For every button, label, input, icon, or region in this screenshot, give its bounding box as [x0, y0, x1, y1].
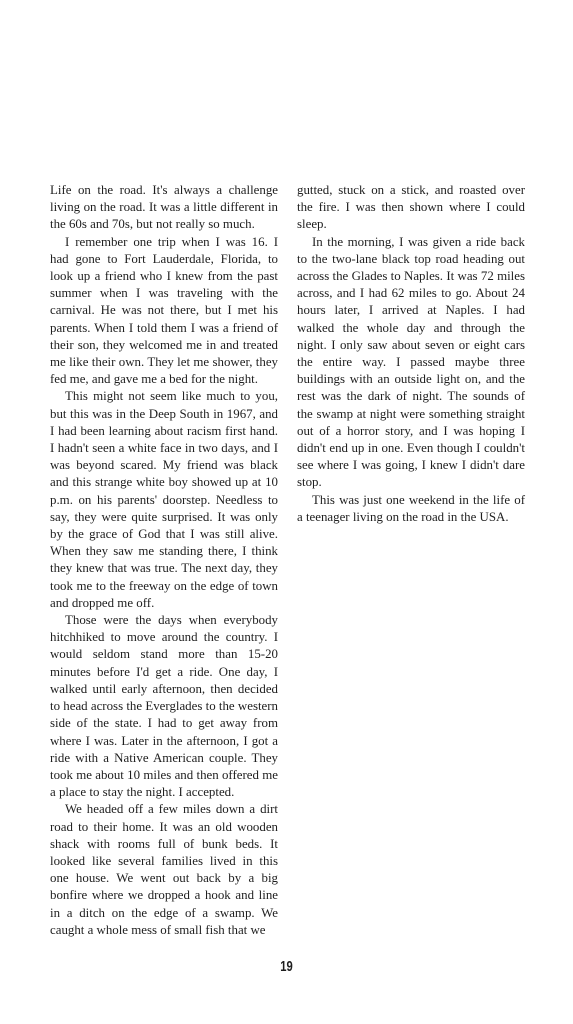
paragraph-closing: This was just one weekend in the life of a teenager living on the road in the USA. [297, 492, 525, 524]
paragraph-hitchhiking: Those were the days when everybody hitchhiked to move around the country. I would seldom stand more than 15-20 minutes before I'd get a ride. One day, I walked until early afternoon, then decided to head across the Everglades to the western side of the state. I had to get away from where I was. Later in the afternoon, I got a ride with a Native American couple. They took me about 10 miles and then offered me a place to stay the night. I accepted. [50, 613, 278, 800]
paragraph-deep-south: This might not seem like much to you, but this was in the Deep South in 1967, and I had been learning about racism first hand. I hadn't seen a white face in two days, and I was beyond scared. My friend was black and this strange white boy showed up at 10 p.m. on his parents' doorstep. Needless to say, they were quite surprised. It was only by the grace of God that I was still alive. When they saw me standing there, I think they knew that was true. The next day, they took me to the freeway on the edge of town and dropped me off. [50, 389, 278, 610]
page-number: 19 [280, 958, 293, 975]
paragraph-dirt-road: We headed off a few miles down a dirt road to their home. It was an old wooden shack with rooms full of bunk beds. It looked like several families lived in this one house. We went out back by a big bonfire where we dropped a hook and line in a ditch on the edge of a swamp. We caught a whole mess of small fish that we [50, 802, 278, 937]
paragraph-morning-naples: In the morning, I was given a ride back to the two-lane black top road heading out across the Glades to Naples. It was 72 miles across, and I had 62 miles to go. About 24 hours later, I arrived at Naples. I had walked the whole day and through the night. I only saw about seven or eight cars the entire way. I passed maybe three buildings with an outside light on, and the rest was the dark of night. The sounds of the swamp at night were something straight out of a horror story, and I was hoping I didn't end up in one. Even though I couldn't see where I was going, I knew I didn't dare stop. [297, 234, 525, 490]
paragraph-intro: Life on the road. It's always a challenge living on the road. It was a little different in the 60s and 70s, but not really so much. [50, 183, 278, 232]
paragraph-continued: gutted, stuck on a stick, and roasted over the fire. I was then shown where I could sleep. [297, 183, 525, 232]
left-text-column [50, 182, 278, 939]
right-text-column [297, 182, 525, 526]
paragraph-fort-lauderdale: I remember one trip when I was 16. I had gone to Fort Lauderdale, Florida, to look up a friend who I knew from the past summer when I was traveling with the carnival. He was not there, but I met his parents. When I told them I was a friend of their son, they welcomed me in and treated me like their own. They let me shower, they fed me, and gave me a bed for the night. [50, 234, 278, 387]
